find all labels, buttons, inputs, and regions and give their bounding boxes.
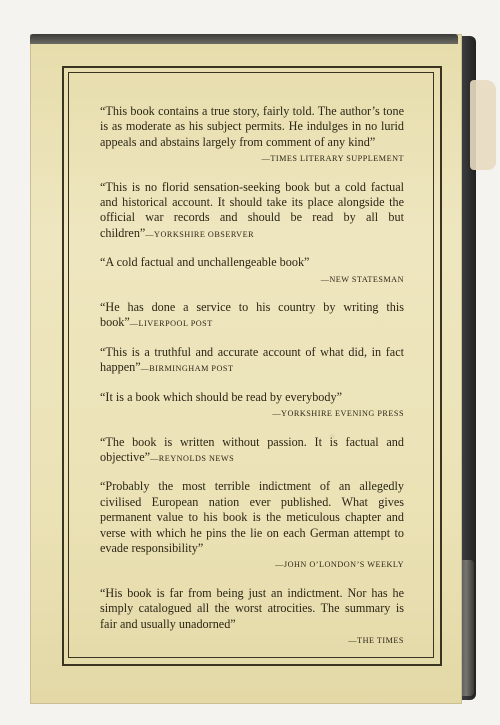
quote-source: —YORKSHIRE EVENING PRESS — [272, 409, 404, 419]
review-quotes — [100, 104, 404, 661]
review-quote — [100, 479, 404, 572]
review-quote — [100, 435, 404, 467]
review-quote — [100, 300, 404, 332]
quote-source: —REYNOLDS NEWS — [150, 453, 235, 463]
review-quote — [100, 345, 404, 377]
review-quote — [100, 180, 404, 243]
review-quote — [100, 390, 404, 422]
quote-text: “The book is written without passion. It is factual and objective” — [100, 434, 404, 464]
review-quote — [100, 104, 404, 167]
quote-source: —YORKSHIRE OBSERVER — [145, 229, 255, 239]
quote-text: “A cold factual and unchallengeable book” — [100, 255, 310, 270]
review-quote — [100, 586, 404, 649]
quote-text: “Probably the most terrible indictment of an allegedly civilised European nation ever published. What gives permanent value to his book is the meticulous chapter and verse with which he pins the lie on each German attempt to evade responsibility” — [100, 479, 404, 555]
quote-source: —NEW STATESMAN — [320, 274, 404, 284]
torn-jacket-edge — [470, 80, 496, 170]
quote-text: “His book is far from being just an indictment. Nor has he simply catalogued all the worst atrocities. The summary is fair and usually unadorned” — [100, 585, 404, 631]
quote-source: —BIRMINGHAM POST — [140, 364, 234, 374]
quote-text: “This is a truthful and accurate account of what did, in fact happen” — [100, 344, 404, 375]
quote-text: “This is no florid sensation-seeking book but a cold factual and historical account. It should take its place alongside the official war records and should be read by all but children” — [100, 179, 404, 240]
quote-text: “It is a book which should be read by everybody” — [100, 389, 342, 404]
quote-text: “He has done a service to his country by writing this book” — [100, 300, 404, 330]
quote-source: —TIMES LITERARY SUPPLEMENT — [261, 154, 404, 164]
quote-text: “This book contains a true story, fairly told. The author’s tone is as moderate as his subject permits. He indulges in no lurid appeals and abstains largely from comment of any kind” — [100, 104, 404, 149]
quote-source: —JOHN O’LONDON’S WEEKLY — [275, 560, 404, 570]
review-quote — [100, 255, 404, 287]
quote-source: —LIVERPOOL POST — [129, 319, 213, 329]
jacket-top-edge — [30, 34, 458, 44]
quote-source: —THE TIMES — [348, 635, 404, 645]
